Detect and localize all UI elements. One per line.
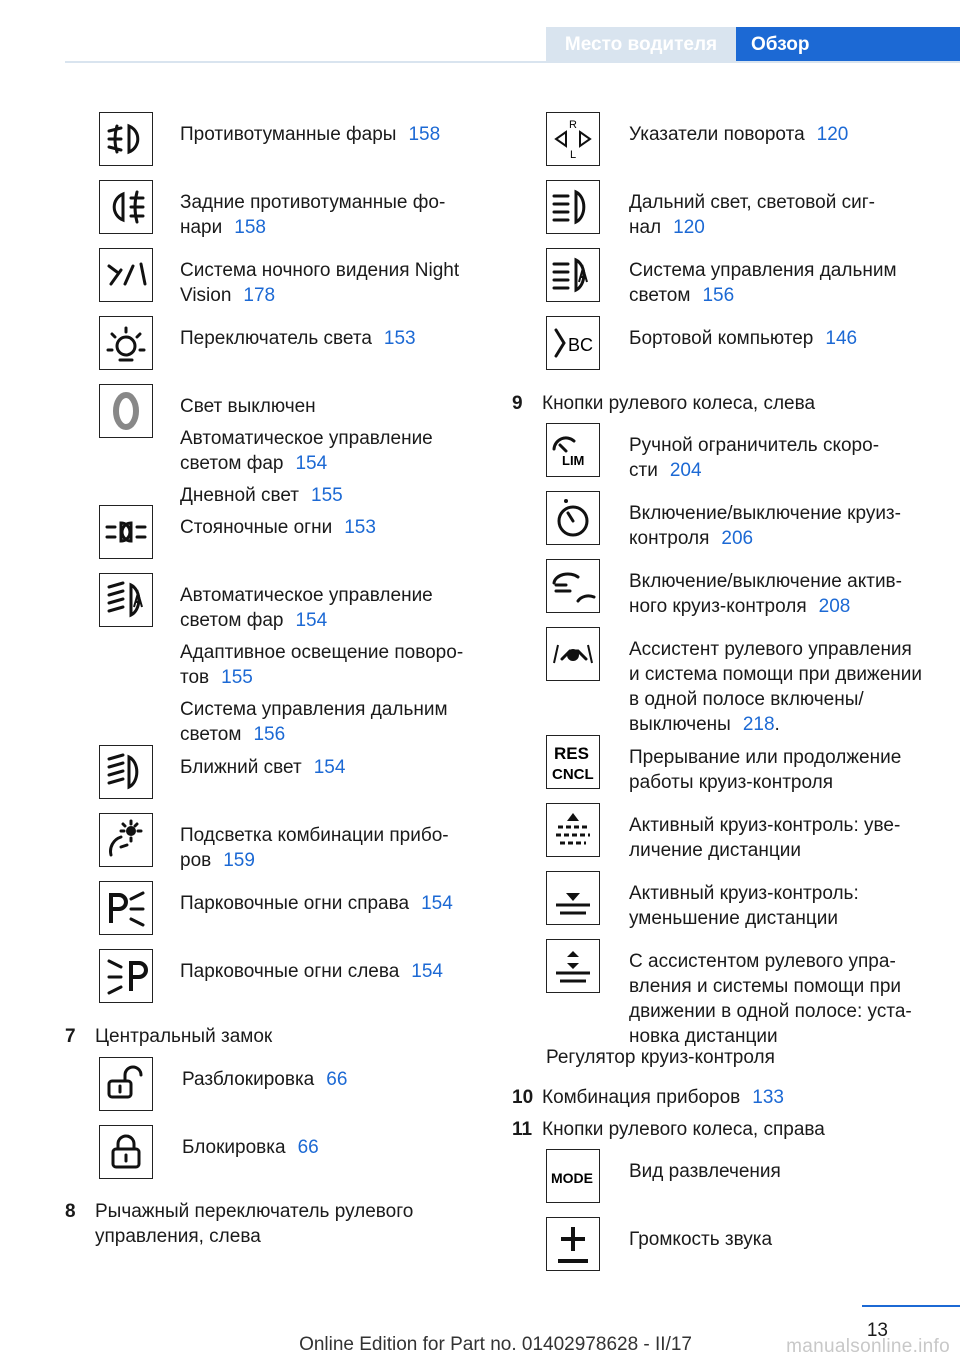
night-vision-icon: [99, 248, 153, 302]
lim-icon-glyph: [550, 427, 596, 473]
item-text: Громкость звука: [629, 1229, 773, 1250]
page-reference-link[interactable]: 208: [818, 596, 851, 617]
rear-fog-light-icon: [99, 180, 153, 234]
item-text-block: [180, 190, 480, 247]
edition-note: Online Edition for Part no. 01402978628 - II/17: [299, 1334, 692, 1355]
page-reference-link[interactable]: 153: [383, 328, 416, 349]
instrument-lighting-icon-glyph: [103, 817, 149, 863]
item-description: [629, 326, 929, 351]
item-text: ров: [180, 850, 212, 871]
lock-icon: [99, 1125, 153, 1179]
section-number: 8: [65, 1201, 76, 1222]
item-description: [629, 501, 929, 551]
item-text: Автоматическое управление: [180, 428, 433, 449]
item-description: [180, 426, 480, 476]
item-text-block: [180, 326, 480, 358]
cruise-control-regulator-label: Регулятор круиз-контроля: [546, 1047, 775, 1068]
tab-overview-text: Обзор: [751, 33, 810, 55]
instrument-lighting-icon: [99, 813, 153, 867]
item-description: [629, 433, 929, 483]
section-number: 9: [512, 393, 523, 414]
parking-light-left-icon-glyph: [103, 953, 149, 999]
item-text: Включение/выключение круиз-: [629, 503, 901, 524]
item-text: Автоматическое управление: [180, 585, 433, 606]
page-reference-link[interactable]: 158: [234, 217, 266, 238]
item-description: [180, 515, 480, 540]
item-text: и система помощи при движении: [629, 664, 923, 685]
item-text-block: [629, 433, 929, 490]
item-text: Бортовой компьютер: [629, 328, 814, 349]
svg-text:LIM: LIM: [562, 453, 585, 468]
item-text: Активный круиз-контроль: уве-: [629, 815, 901, 836]
item-text: Ассистент рулевого управления: [629, 639, 912, 660]
item-text-block: [180, 959, 480, 991]
parking-light-right-icon: [99, 881, 153, 935]
high-beam-icon-glyph: [550, 184, 596, 230]
lim-icon: [546, 423, 600, 477]
page-reference-link[interactable]: 155: [311, 485, 343, 506]
section-title: [542, 1085, 922, 1110]
item-text-block: [629, 813, 929, 870]
item-description: [180, 190, 480, 240]
item-text-block: [180, 891, 480, 923]
item-text: светом: [180, 724, 242, 745]
page-reference-link[interactable]: 159: [223, 850, 255, 871]
item-description: [180, 394, 480, 419]
item-text: Включение/выключение актив-: [629, 571, 902, 592]
page-reference-link[interactable]: 153: [344, 517, 376, 538]
bc-icon: [546, 316, 600, 370]
item-text: Разблокировка: [182, 1069, 315, 1090]
page-reference-link[interactable]: 154: [421, 893, 453, 914]
section-title-text: Рычажный переключатель рулевого: [95, 1201, 414, 1222]
item-text: Система управления дальним: [629, 260, 897, 281]
turn-signal-icon-glyph: [550, 116, 596, 162]
svg-text:RES: RES: [554, 744, 589, 763]
item-text-block: [629, 258, 929, 315]
item-text: Активный круиз-контроль:: [629, 883, 859, 904]
item-text-block: [629, 501, 929, 558]
item-text: Стояночные огни: [180, 517, 333, 538]
turn-signal-icon: [546, 112, 600, 166]
header-divider: [65, 61, 960, 63]
distance-decrease-icon: [546, 871, 600, 925]
item-text: Указатели поворота: [629, 124, 805, 145]
parking-lights-icon: [99, 505, 153, 559]
item-text-block: [629, 1159, 929, 1191]
parking-lights-icon-glyph: [103, 509, 149, 555]
item-text: Ручной ограничитель скоро-: [629, 435, 880, 456]
item-text-block: [629, 637, 929, 744]
section-title: [95, 1024, 475, 1049]
unlock-icon: [99, 1057, 153, 1111]
watermark: manualsonline.info: [786, 1336, 950, 1357]
auto-headlight-icon-glyph: [103, 577, 149, 623]
item-text: Подсветка комбинации прибо-: [180, 825, 449, 846]
front-fog-lights-icon: [99, 112, 153, 166]
section-title: [542, 1117, 922, 1142]
item-description: [180, 258, 480, 308]
item-text-block: [180, 515, 480, 547]
page-reference-link[interactable]: 66: [297, 1137, 319, 1158]
item-text: ного круиз-контроля: [629, 596, 807, 617]
page-reference-link[interactable]: 154: [313, 757, 346, 778]
distance-increase-icon: [546, 803, 600, 857]
item-text: Система управления дальним: [180, 699, 448, 720]
parking-light-right-icon-glyph: [103, 885, 149, 931]
low-beam-icon: [99, 745, 153, 799]
high-beam-assist-icon: [546, 248, 600, 302]
item-text: нал: [629, 217, 662, 238]
page-reference-link[interactable]: 133: [752, 1087, 784, 1108]
item-text: контроля: [629, 528, 710, 549]
page-reference-link[interactable]: 154: [295, 453, 328, 474]
page-reference-link[interactable]: 156: [253, 724, 286, 745]
section-title-text: Кнопки рулевого колеса, справа: [542, 1119, 825, 1140]
svg-text:MODE: MODE: [551, 1170, 593, 1186]
item-text: Блокировка: [182, 1137, 286, 1158]
page-reference-link[interactable]: 146: [825, 328, 858, 349]
item-text: тов: [180, 667, 210, 688]
page-reference-link[interactable]: 154: [295, 610, 328, 631]
distance-set-icon-glyph: [550, 943, 596, 989]
item-description: [629, 949, 929, 1049]
night-vision-icon-glyph: [103, 252, 149, 298]
item-text-block: [629, 881, 929, 938]
item-text: Адаптивное освещение поворо-: [180, 642, 464, 663]
lights-off-icon-glyph: [103, 388, 149, 434]
item-description: [180, 697, 480, 747]
svg-text:CNCL: CNCL: [552, 766, 594, 783]
footer-divider: [862, 1305, 960, 1307]
active-cruise-icon: [546, 559, 600, 613]
res-cncl-icon-glyph: [550, 739, 596, 785]
item-text: Вид развлечения: [629, 1161, 781, 1182]
item-description: [629, 258, 929, 308]
item-text: Vision: [180, 285, 232, 306]
page-reference-link[interactable]: 120: [816, 124, 849, 145]
item-description: [180, 959, 480, 984]
item-text: С ассистентом рулевого упра-: [629, 951, 896, 972]
item-description: [180, 640, 480, 690]
item-description: [180, 122, 480, 147]
item-text: вления и системы помощи при: [629, 976, 902, 997]
item-text: Ближний свет: [180, 757, 302, 778]
front-fog-lights-icon-glyph: [103, 116, 149, 162]
item-text-block: [180, 122, 480, 154]
item-text: Дневной свет: [180, 485, 299, 506]
parking-light-left-icon: [99, 949, 153, 1003]
item-text: Переключатель света: [180, 328, 372, 349]
unlock-icon-glyph: [103, 1061, 149, 1107]
item-text-block: [180, 258, 480, 315]
light-switch-icon: [99, 316, 153, 370]
section-title-text: Кнопки рулевого колеса, слева: [542, 393, 816, 414]
page-reference-link[interactable]: 178: [243, 285, 276, 306]
steering-assist-icon: [546, 627, 600, 681]
item-description: [629, 813, 929, 863]
page-reference-link[interactable]: 218: [742, 714, 775, 735]
item-text: нари: [180, 217, 223, 238]
item-text-block: [180, 394, 480, 515]
item-description: [629, 1227, 929, 1252]
item-text: новка дистанции: [629, 1026, 778, 1047]
steering-assist-icon-glyph: [550, 631, 596, 677]
item-text: в одной полосе включены/: [629, 689, 864, 710]
item-text: Парковочные огни справа: [180, 893, 410, 914]
item-text: светом фар: [180, 453, 284, 474]
section-title: [95, 1199, 475, 1249]
item-text: Дальний свет, световой сиг-: [629, 192, 875, 213]
light-switch-icon-glyph: [103, 320, 149, 366]
lock-icon-glyph: [103, 1129, 149, 1175]
res-cncl-icon: [546, 735, 600, 789]
svg-text:L: L: [570, 149, 577, 161]
cruise-control-icon-glyph: [550, 495, 596, 541]
mode-icon-glyph: [550, 1153, 596, 1199]
distance-set-icon: [546, 939, 600, 993]
item-text: уменьшение дистанции: [629, 908, 838, 929]
lights-off-icon: [99, 384, 153, 438]
item-text-block: [180, 755, 480, 787]
low-beam-icon-glyph: [103, 749, 149, 795]
page-reference-link[interactable]: 66: [326, 1069, 348, 1090]
item-text-block: [180, 823, 480, 880]
item-description: [180, 583, 480, 633]
section-title-text: Центральный замок: [95, 1026, 273, 1047]
item-text-block: [629, 190, 929, 247]
page-reference-link[interactable]: 206: [721, 528, 754, 549]
item-description: [629, 637, 929, 737]
page-reference-link[interactable]: 154: [411, 961, 443, 982]
item-text-block: [182, 1135, 482, 1167]
item-description: [180, 326, 480, 351]
page-reference-link[interactable]: 155: [221, 667, 253, 688]
item-text-block: [182, 1067, 482, 1099]
section-title: [542, 391, 922, 416]
item-description: [180, 483, 480, 508]
item-description: [629, 1159, 929, 1184]
item-text-block: [629, 949, 929, 1056]
item-text: Система ночного видения Night: [180, 260, 460, 281]
cruise-control-icon: [546, 491, 600, 545]
mode-icon: [546, 1149, 600, 1203]
item-text-block: [629, 745, 929, 802]
page-reference-link[interactable]: 158: [408, 124, 441, 145]
distance-decrease-icon-glyph: [550, 875, 596, 921]
section-label-text: Место водителя: [564, 33, 718, 55]
item-text: Противотуманные фары: [180, 124, 397, 145]
item-description: [629, 122, 929, 147]
svg-text:R: R: [569, 119, 577, 131]
item-text: выключены: [629, 714, 731, 735]
item-text: Свет выключен: [180, 396, 316, 417]
item-description: [182, 1135, 482, 1160]
item-text: светом: [629, 285, 691, 306]
distance-increase-icon-glyph: [550, 807, 596, 853]
tab-overview[interactable]: [736, 27, 960, 61]
rear-fog-light-icon-glyph: [103, 184, 149, 230]
item-text-block: [629, 569, 929, 626]
item-description: [629, 569, 929, 619]
item-text: светом фар: [180, 610, 284, 631]
item-description: [182, 1067, 482, 1092]
item-description: [629, 881, 929, 931]
section-title-text: управления, слева: [95, 1226, 261, 1247]
high-beam-icon: [546, 180, 600, 234]
item-text-block: [629, 122, 929, 154]
item-description: [629, 745, 929, 795]
item-description: [180, 823, 480, 873]
volume-icon: [546, 1217, 600, 1271]
bc-icon-glyph: [550, 320, 596, 366]
high-beam-assist-icon-glyph: [550, 252, 596, 298]
item-text: Прерывание или продолжение: [629, 747, 902, 768]
item-text: работы круиз-контроля: [629, 772, 833, 793]
item-text: личение дистанции: [629, 840, 801, 861]
page-reference-link[interactable]: 120: [673, 217, 705, 238]
svg-text:BC: BC: [568, 335, 594, 355]
item-text: сти: [629, 460, 658, 481]
item-text-block: [629, 1227, 929, 1259]
section-title-text: Комбинация приборов: [542, 1087, 741, 1108]
item-text: .: [774, 714, 780, 735]
section-label: [546, 27, 736, 61]
auto-headlight-icon: [99, 573, 153, 627]
section-number: 11: [512, 1119, 533, 1140]
page-reference-link[interactable]: 204: [669, 460, 702, 481]
page-reference-link[interactable]: 156: [702, 285, 735, 306]
item-description: [180, 891, 480, 916]
item-text-block: [180, 583, 480, 754]
section-number: 7: [65, 1026, 76, 1047]
section-number: 10: [512, 1087, 534, 1108]
item-description: [180, 755, 480, 780]
item-text: движении в одной полосе: уста-: [629, 1001, 912, 1022]
item-text: Задние противотуманные фо-: [180, 192, 446, 213]
active-cruise-icon-glyph: [550, 563, 596, 609]
item-text-block: [629, 326, 929, 358]
item-description: [629, 190, 929, 240]
item-text: Парковочные огни слева: [180, 961, 400, 982]
page-number: 13: [866, 1320, 888, 1341]
volume-icon-glyph: [550, 1221, 596, 1267]
